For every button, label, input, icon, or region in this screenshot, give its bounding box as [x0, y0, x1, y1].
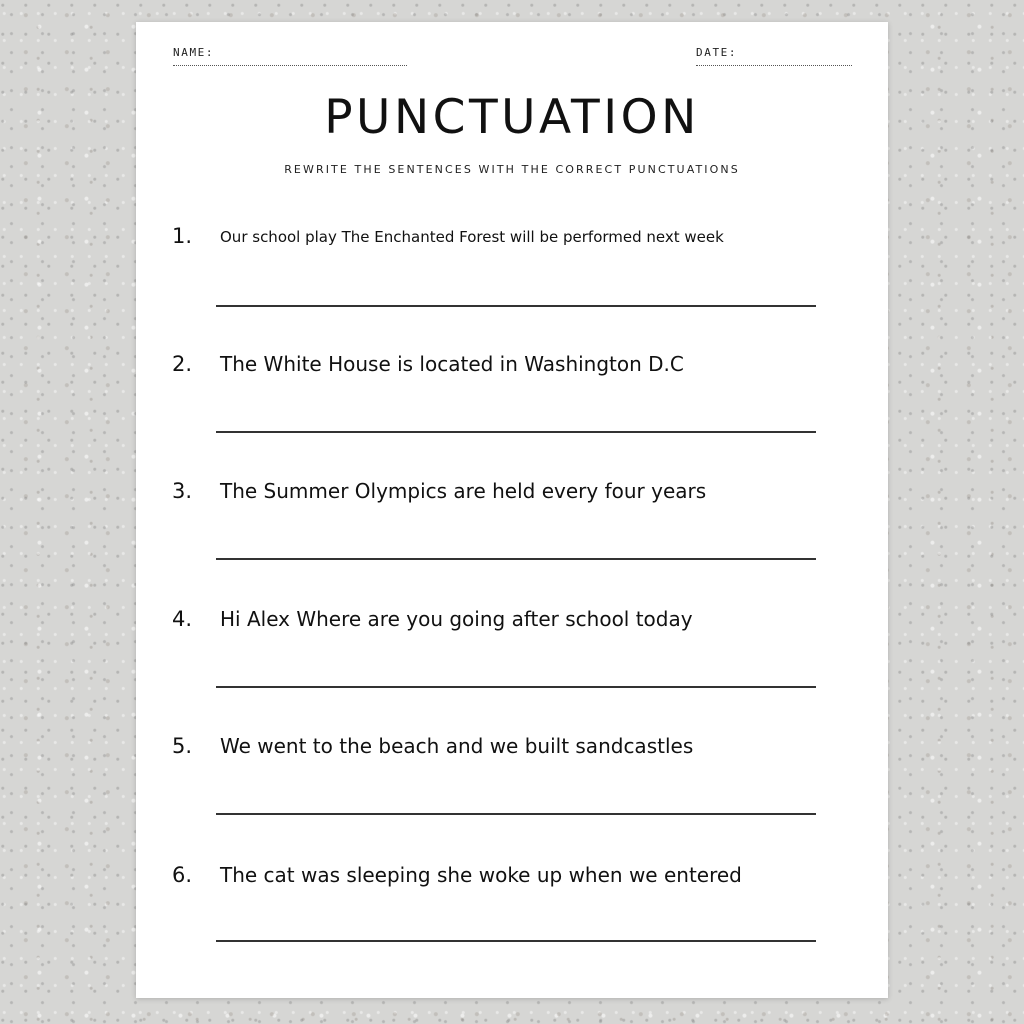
worksheet-page: [136, 22, 888, 998]
name-line[interactable]: [173, 65, 407, 66]
name-field[interactable]: [173, 46, 407, 66]
question-text: Our school play The Enchanted Forest will be performed next week: [220, 228, 724, 246]
page-title: PUNCTUATION: [324, 90, 700, 145]
question-text: The White House is located in Washington D.C: [220, 352, 684, 376]
question-text: Hi Alex Where are you going after school today: [220, 607, 693, 631]
question-item: [172, 349, 862, 459]
question-text: We went to the beach and we built sandcastles: [220, 734, 694, 758]
question-text: The cat was sleeping she woke up when we entered: [220, 863, 742, 887]
question-item: [172, 860, 862, 970]
answer-line[interactable]: [216, 813, 816, 815]
question-item: [172, 604, 862, 714]
question-item: [172, 476, 862, 586]
question-item: [172, 221, 862, 331]
instructions: REWRITE THE SENTENCES WITH THE CORRECT PUNCTUATIONS: [284, 163, 740, 176]
date-line[interactable]: [696, 65, 852, 66]
date-field[interactable]: [696, 46, 852, 66]
question-text: The Summer Olympics are held every four years: [220, 479, 707, 503]
question-item: [172, 731, 862, 841]
question-number: 4.: [172, 607, 193, 631]
question-number: 5.: [172, 734, 193, 758]
answer-line[interactable]: [216, 431, 816, 433]
answer-line[interactable]: [216, 686, 816, 688]
question-number: 1.: [172, 224, 193, 248]
answer-line[interactable]: [216, 305, 816, 307]
date-label: DATE:: [696, 46, 738, 59]
name-label: NAME:: [173, 46, 215, 59]
question-number: 2.: [172, 352, 193, 376]
question-number: 3.: [172, 479, 193, 503]
question-number: 6.: [172, 863, 193, 887]
answer-line[interactable]: [216, 558, 816, 560]
answer-line[interactable]: [216, 940, 816, 942]
